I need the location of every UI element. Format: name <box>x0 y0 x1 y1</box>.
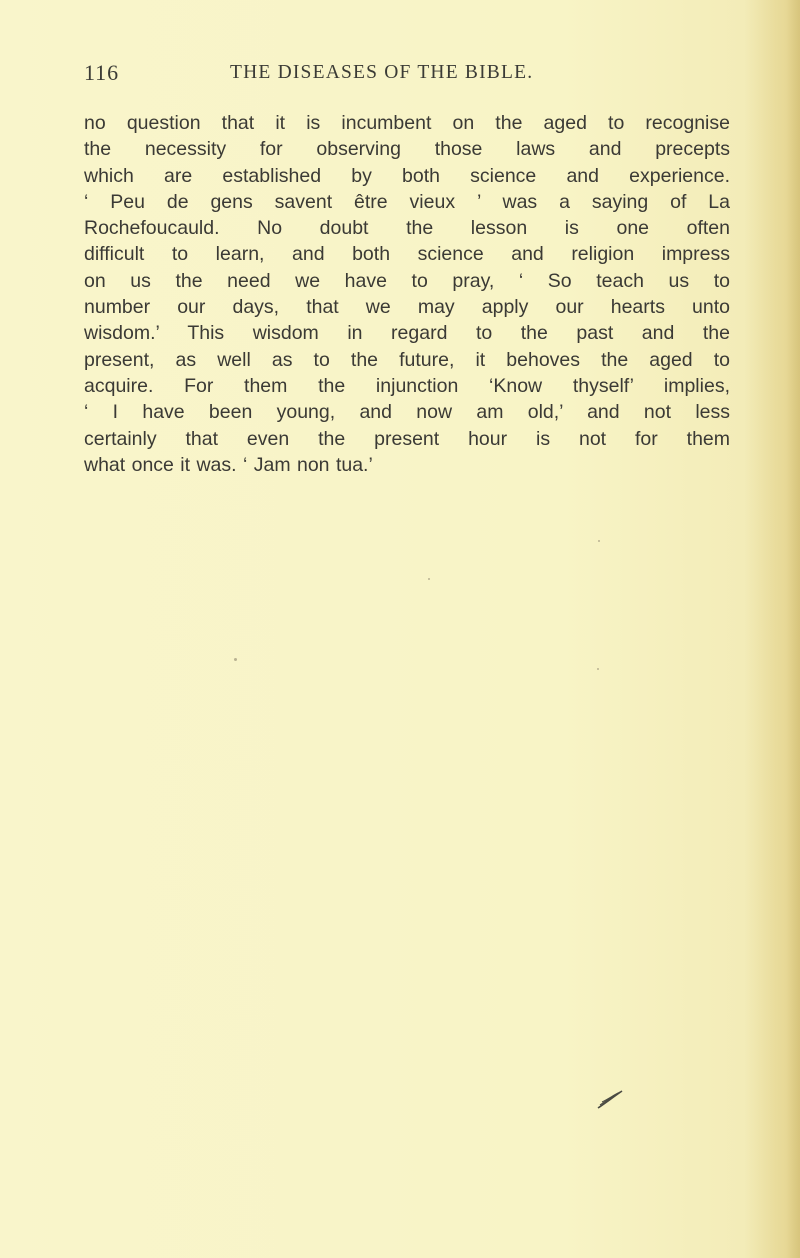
text-line: on us the need we have to pray, ‘ So teach us to <box>84 269 730 292</box>
text-line: Rochefoucauld. No doubt the lesson is one often <box>84 217 730 240</box>
paper-speck <box>597 668 599 670</box>
text-line: certainly that even the present hour is not for them <box>84 427 730 450</box>
text-line: acquire. For them the injunction ‘Know thyself’ implies, <box>84 374 730 397</box>
text-line: the necessity for observing those laws and precepts <box>84 138 730 161</box>
page-number: 116 <box>84 60 120 85</box>
text-line: no question that it is incumbent on the aged to recognise <box>84 112 730 134</box>
text-line: which are established by both science and experience. <box>84 164 730 187</box>
text-line: present, as well as to the future, it behoves the aged to <box>84 348 730 371</box>
text-line: wisdom.’ This wisdom in regard to the past and the <box>84 322 730 345</box>
paper-speck <box>598 540 600 542</box>
body-paragraph <box>84 110 730 478</box>
running-head <box>84 60 724 90</box>
text-line: ‘ Peu de gens savent être vieux ’ was a saying of La <box>84 190 730 213</box>
paper-speck <box>428 578 430 580</box>
text-line: ‘ I have been young, and now am old,’ and not less <box>84 401 730 424</box>
text-line: what once it was. ‘ Jam non tua.’ <box>84 453 373 476</box>
paper-speck <box>234 658 237 661</box>
ink-mark-icon <box>596 1088 624 1110</box>
text-line: number our days, that we may apply our hearts unto <box>84 296 730 319</box>
page-edge-shadow <box>786 0 800 1258</box>
running-title: THE DISEASES OF THE BIBLE. <box>230 62 534 83</box>
text-line: difficult to learn, and both science and religion impress <box>84 243 730 266</box>
